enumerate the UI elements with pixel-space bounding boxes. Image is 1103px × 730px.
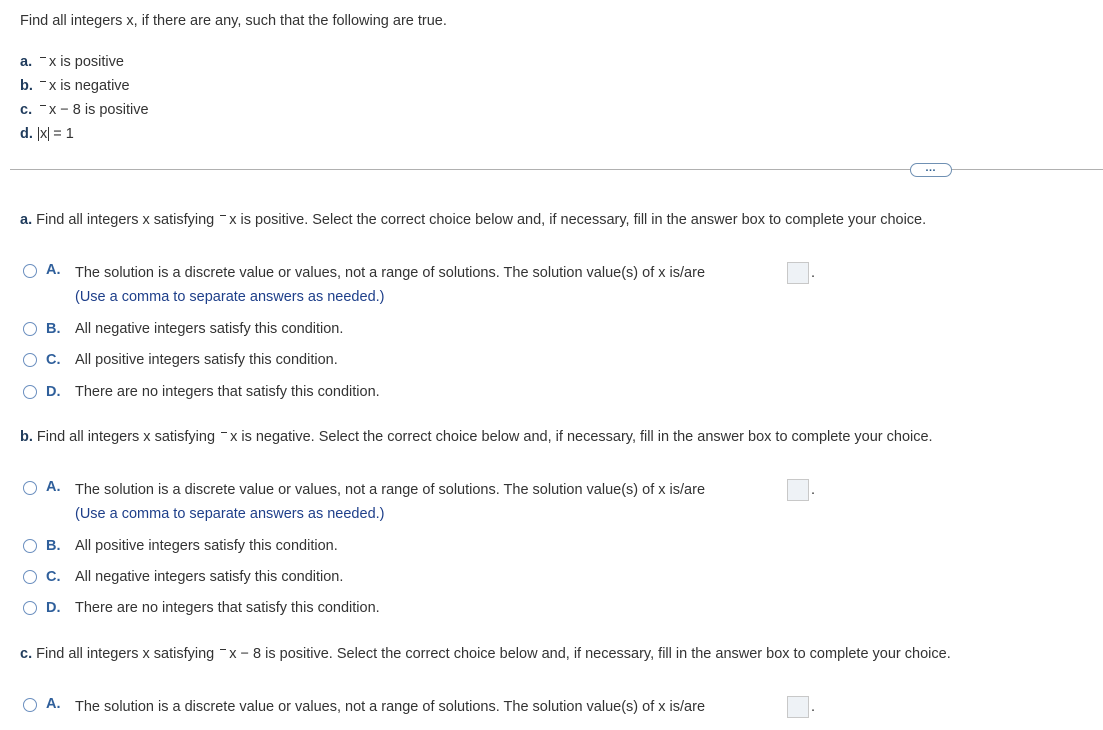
answer-box-b[interactable] bbox=[787, 479, 809, 501]
option-text: All negative integers satisfy this condition. bbox=[75, 569, 344, 585]
option-letter: A. bbox=[46, 696, 61, 712]
part-label: c. bbox=[20, 646, 33, 662]
condition-expr: = 1 bbox=[53, 126, 74, 142]
part-label: b. bbox=[20, 429, 33, 445]
absolute-value: x bbox=[40, 126, 48, 142]
option-text: The solution is a discrete value or values, not a range of solutions. The solution value(s) of x is/are bbox=[75, 265, 706, 281]
option-letter: D. bbox=[46, 600, 61, 616]
option-text: All positive integers satisfy this condition. bbox=[75, 352, 338, 368]
condition-expr: x − 8 is positive bbox=[49, 102, 149, 118]
condition-label: b. bbox=[20, 78, 33, 94]
radio-b-option-c[interactable] bbox=[23, 570, 37, 584]
answer-box-c[interactable] bbox=[787, 696, 809, 718]
option-letter: A. bbox=[46, 479, 61, 495]
radio-b-option-b[interactable] bbox=[23, 539, 37, 553]
condition-expr: x is negative bbox=[49, 78, 130, 94]
condition-label: a. bbox=[20, 54, 33, 70]
radio-a-option-a[interactable] bbox=[23, 264, 37, 278]
option-letter: C. bbox=[46, 569, 61, 585]
problem-title: Find all integers x, if there are any, such that the following are true. bbox=[20, 13, 447, 29]
part-post: x is negative. Select the correct choice below and, if necessary, fill in the answer box to complete your choice. bbox=[230, 429, 933, 445]
radio-b-option-d[interactable] bbox=[23, 601, 37, 615]
radio-a-option-b[interactable] bbox=[23, 322, 37, 336]
option-letter: B. bbox=[46, 538, 61, 554]
condition-a bbox=[20, 54, 124, 70]
option-text: All positive integers satisfy this condition. bbox=[75, 538, 338, 554]
condition-d bbox=[20, 126, 74, 142]
period: . bbox=[811, 482, 816, 498]
part-c-question bbox=[20, 646, 951, 662]
option-text: All negative integers satisfy this condition. bbox=[75, 321, 344, 337]
option-letter: C. bbox=[46, 352, 61, 368]
option-letter: D. bbox=[46, 384, 61, 400]
option-hint: (Use a comma to separate answers as needed.) bbox=[75, 506, 385, 522]
option-letter: A. bbox=[46, 262, 61, 278]
period: . bbox=[811, 265, 816, 281]
part-post: x is positive. Select the correct choice below and, if necessary, fill in the answer box to complete your choice. bbox=[229, 212, 927, 228]
condition-b bbox=[20, 78, 130, 94]
condition-c bbox=[20, 102, 149, 118]
condition-expr: x is positive bbox=[49, 54, 124, 70]
option-text: There are no integers that satisfy this condition. bbox=[75, 384, 380, 400]
option-hint: (Use a comma to separate answers as needed.) bbox=[75, 289, 385, 305]
condition-label: d. bbox=[20, 126, 33, 142]
option-text: The solution is a discrete value or values, not a range of solutions. The solution value(s) of x is/are bbox=[75, 482, 706, 498]
radio-b-option-a[interactable] bbox=[23, 481, 37, 495]
radio-a-option-c[interactable] bbox=[23, 353, 37, 367]
part-post: x − 8 is positive. Select the correct choice below and, if necessary, fill in the answer box to complete your choice. bbox=[229, 646, 951, 662]
option-text: There are no integers that satisfy this condition. bbox=[75, 600, 380, 616]
part-b-question bbox=[20, 429, 933, 445]
part-label: a. bbox=[20, 212, 33, 228]
part-a-question bbox=[20, 212, 926, 228]
part-pre: Find all integers x satisfying bbox=[36, 212, 215, 228]
answer-box-a[interactable] bbox=[787, 262, 809, 284]
option-text: The solution is a discrete value or values, not a range of solutions. The solution value(s) of x is/are bbox=[75, 699, 706, 715]
more-button[interactable]: … bbox=[910, 163, 952, 177]
part-pre: Find all integers x satisfying bbox=[36, 429, 216, 445]
part-pre: Find all integers x satisfying bbox=[36, 646, 215, 662]
radio-a-option-d[interactable] bbox=[23, 385, 37, 399]
radio-c-option-a[interactable] bbox=[23, 698, 37, 712]
period: . bbox=[811, 699, 816, 715]
option-letter: B. bbox=[46, 321, 61, 337]
condition-label: c. bbox=[20, 102, 33, 118]
